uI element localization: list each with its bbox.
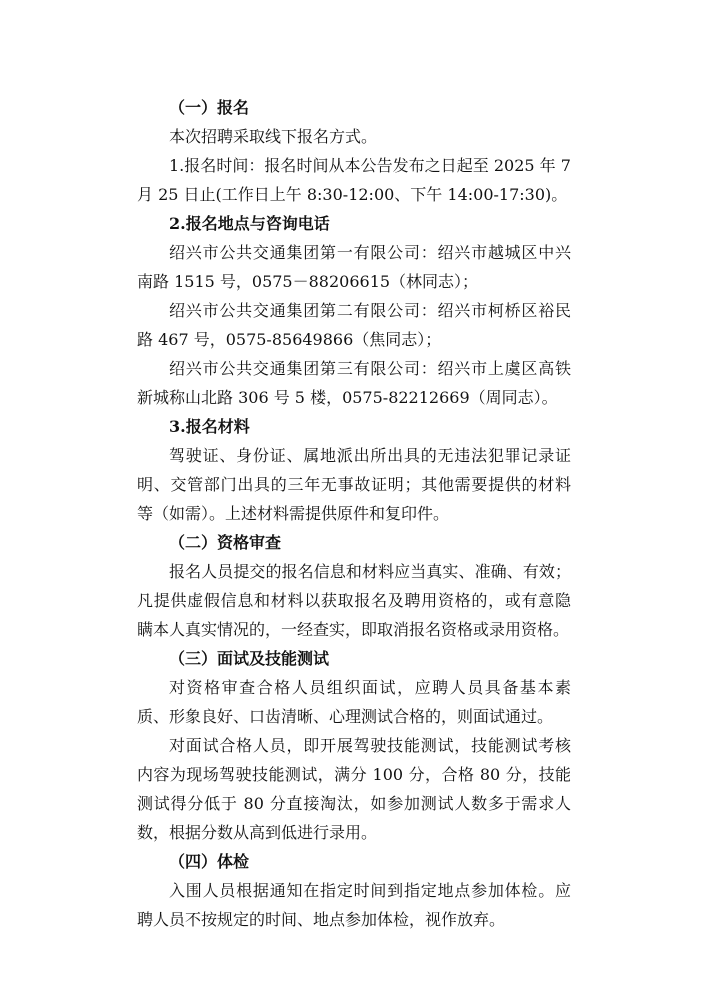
section-heading-registration: （一）报名 bbox=[169, 98, 250, 117]
paragraph-line: 绍兴市公共交通集团第三有限公司：绍兴市上虞区高铁 bbox=[169, 359, 571, 378]
paragraph-line: 测试得分低于 80 分直接淘汰，如参加测试人数多于需求人 bbox=[137, 794, 571, 813]
paragraph-line: 明、交管部门出具的三年无事故证明；其他需要提供的材料 bbox=[137, 475, 571, 494]
paragraph-line: 南路 1515 号，0575－88206615（林同志）； bbox=[137, 272, 479, 291]
paragraph-line: 数，根据分数从高到低进行录用。 bbox=[137, 823, 378, 842]
paragraph-line: 聘人员不按规定的时间、地点参加体检，视作放弃。 bbox=[137, 910, 506, 929]
paragraph-line: 报名人员提交的报名信息和材料应当真实、准确、有效； bbox=[169, 562, 571, 581]
paragraph-line: 入围人员根据通知在指定时间到指定地点参加体检。应 bbox=[169, 881, 571, 900]
paragraph-line: 路 467 号，0575-85649866（焦同志）； bbox=[137, 330, 442, 349]
section-heading-interview-skills-test: （三）面试及技能测试 bbox=[169, 649, 330, 668]
paragraph-line: 质、形象良好、口齿清晰、心理测试合格的，则面试通过。 bbox=[137, 707, 554, 726]
subheading-location-contact: 2.报名地点与咨询电话 bbox=[169, 214, 330, 233]
paragraph-line: 绍兴市公共交通集团第二有限公司：绍兴市柯桥区裕民 bbox=[169, 301, 571, 320]
paragraph-line: 对资格审查合格人员组织面试，应聘人员具备基本素 bbox=[169, 678, 571, 697]
paragraph-line: 本次招聘采取线下报名方式。 bbox=[169, 127, 378, 146]
paragraph-line: 新城称山北路 306 号 5 楼，0575-82212669（周同志）。 bbox=[137, 388, 558, 407]
paragraph-line: 等（如需）。上述材料需提供原件和复印件。 bbox=[137, 504, 450, 523]
paragraph-line: 月 25 日止(工作日上午 8:30-12:00、下午 14:00-17:30)。 bbox=[137, 185, 568, 204]
section-heading-qualification-review: （二）资格审查 bbox=[169, 533, 282, 552]
paragraph-line: 凡提供虚假信息和材料以获取报名及聘用资格的，或有意隐 bbox=[137, 591, 571, 610]
paragraph-line: 对面试合格人员，即开展驾驶技能测试，技能测试考核 bbox=[169, 736, 571, 755]
paragraph-line: 瞒本人真实情况的，一经查实，即取消报名资格或录用资格。 bbox=[137, 620, 570, 639]
paragraph-line: 驾驶证、身份证、属地派出所出具的无违法犯罪记录证 bbox=[169, 446, 571, 465]
paragraph-line: 1.报名时间：报名时间从本公告发布之日起至 2025 年 7 bbox=[169, 156, 571, 175]
document-body bbox=[137, 93, 571, 934]
paragraph-line: 绍兴市公共交通集团第一有限公司：绍兴市越城区中兴 bbox=[169, 243, 571, 262]
paragraph-line: 内容为现场驾驶技能测试，满分 100 分，合格 80 分，技能 bbox=[137, 765, 571, 784]
section-heading-physical-exam: （四）体检 bbox=[169, 852, 250, 871]
subheading-materials: 3.报名材料 bbox=[169, 417, 250, 436]
